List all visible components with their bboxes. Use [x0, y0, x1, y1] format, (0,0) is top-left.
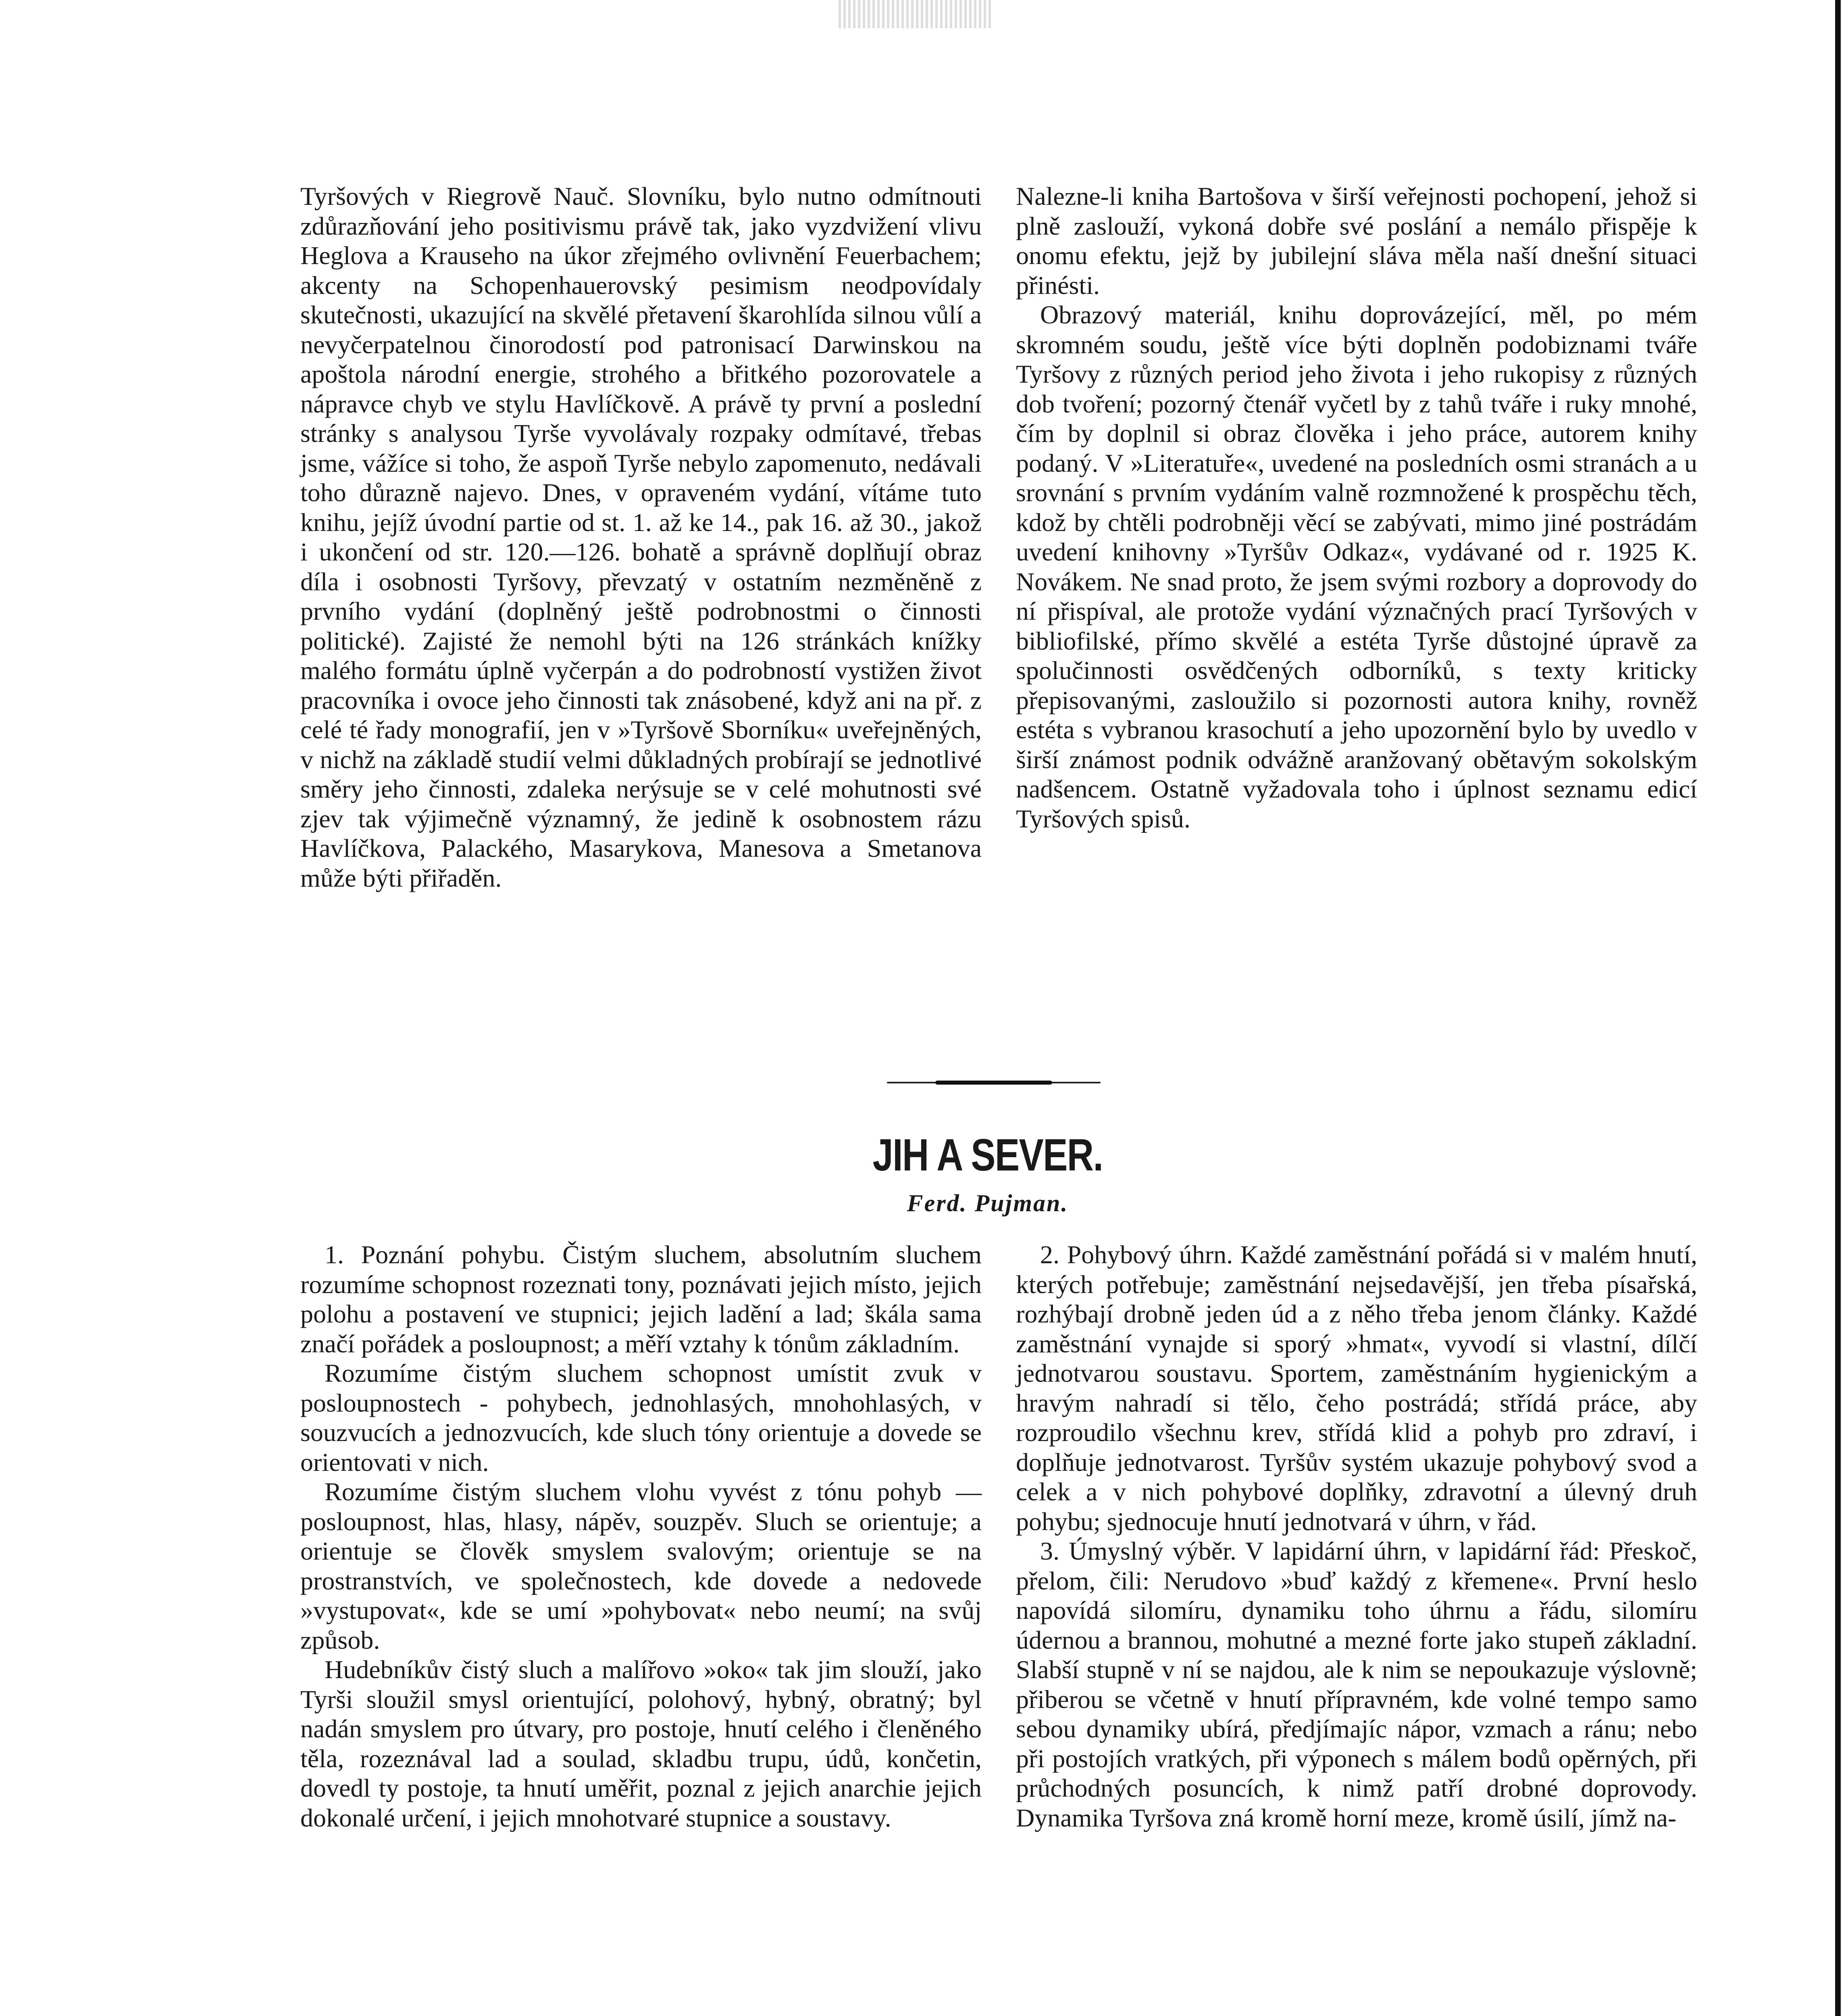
scan-mark: [839, 0, 992, 28]
paragraph: 3. Úmyslný výběr. V lapidární úhrn, v lapidární řád: Přeskoč, přelom, čili: Nerudovo »buď každý z křemene«. První heslo napovídá silomíru, dynamiku toho úhrnu a řádu, silomíru údernou a brannou, mohutné a mezné forte jako stupeň základní. Slabší stupně v ní se najdou, ale k nim se nepoukazuje výslovně; přiberou se včetně v hnutí přípravném, kde volné tempo samo sebou dynamiky ubírá, předjímajíc nápor, vzmach a ránu; nebo při postojích vratkých, při výponech s málem bodů opěrných, při průchodných posuncích, k nimž patří drobné doprovody. Dynamika Tyršova zná kromě horní meze, kromě úsilí, jímž na-: [1016, 1537, 1697, 1832]
section-divider: [887, 1081, 1101, 1085]
paragraph: Nalezne-li kniha Bartošova v širší veřejnosti pochopení, jehož si plně zaslouží, vykoná dobře své poslání a nemálo přispěje k onomu efektu, jejž by jubilejní sláva měla naší dnešní situaci přinésti.: [1016, 182, 1697, 300]
column-bottom-left: [300, 1240, 982, 1833]
article-title: JIH A SEVER.: [872, 1130, 1103, 1180]
paragraph: Rozumíme čistým sluchem vlohu vyvést z tónu pohyb — posloupnost, hlas, hlasy, nápěv, souzpěv. Sluch se orientuje; a orientuje se člověk smyslem svalovým; orientuje se na prostranstvích, ve společnostech, kde dovede a nedovede »vystupovat«, kde se umí »pohybovat« nebo neumí; na svůj způsob.: [300, 1477, 982, 1654]
scan-border-right: [1835, 0, 1841, 2016]
paragraph: Obrazový materiál, knihu doprovázející, měl, po mém skromném soudu, ještě více býti doplněn podobiznami tváře Tyršovy z různých period jeho života i jeho rukopisy z různých dob tvoření; pozorný čtenář vyčetl by z tahů tváře i ruky mnohé, čím by doplnil si obraz člověka i jeho práce, autorem knihy podaný. V »Literatuře«, uvedené na posledních osmi stranách a u srovnání s prvním vydáním valně rozmnožené k prospěchu těch, kdož by chtěli podrobněji věcí se zabývati, mimo jiné postrádám uvedení knihovny »Tyršův Odkaz«, vydávané od r. 1925 K. Novákem. Ne snad proto, že jsem svými rozbory a doprovody do ní přispíval, ale protože vydání význačných prací Tyršových v bibliofilské, přímo skvělé a estéta Tyrše důstojné úpravě za spolučinnosti osvědčených odborníků, s texty kriticky přepisovanými, zasloužilo si pozornosti autora knihy, rovněž estéta s vybranou krasochutí a jeho upozornění bylo by uvedlo v širší známost podnik odvážně aranžovaný obětavým sokolským nadšencem. Ostatně vyžadovala toho i úplnost seznamu edicí Tyršových spisů.: [1016, 300, 1697, 833]
paragraph: 1. Poznání pohybu. Čistým sluchem, absolutním sluchem rozumíme schopnost rozeznati tony, poznávati jejich místo, jejich polohu a postavení ve stupnici; jejich ladění a lad; škála sama značí pořádek a posloupnost; a měří vztahy k tónům základním.: [300, 1240, 982, 1358]
column-top-right: [1016, 181, 1697, 833]
paragraph: Rozumíme čistým sluchem schopnost umístit zvuk v posloupnostech - pohybech, jednohlasých, mnohohlasých, v souzvucích a jednozvucích, kde sluch tóny orientuje a dovede se orientovati v nich.: [300, 1359, 982, 1477]
paragraph: Hudebníkův čistý sluch a malířovo »oko« tak jim slouží, jako Tyrši sloužil smysl orientující, polohový, hybný, obratný; byl nadán smyslem pro útvary, pro postoje, hnutí celého i členěného těla, rozeznával lad a soulad, skladbu trupu, údů, končetin, dovedl ty postoje, ta hnutí uměřit, poznal z jejich anarchie jejich dokonalé určení, i jejich mnohotvaré stupnice a soustavy.: [300, 1655, 982, 1832]
column-bottom-right: [1016, 1240, 1697, 1833]
column-top-left: [300, 181, 982, 893]
paragraph: Tyršových v Riegrově Nauč. Slovníku, bylo nutno odmítnouti zdůrazňování jeho positivismu právě tak, jako vyzdvižení vlivu Heglova a Krauseho na úkor zřejmého ovlivnění Feuerbachem; akcenty na Schopenhauerovský pesimism neodpovídaly skutečnosti, ukazující na skvělé přetavení škarohlída silnou vůlí a nevyčerpatelnou činorodostí pod patronisací Darwinskou na apoštola národní energie, strohého a břitkého pozorovatele a nápravce chyb ve stylu Havlíčkově. A právě ty první a poslední stránky s analysou Tyrše vyvolávaly rozpaky odmítavé, třebas jsme, vážíce si toho, že aspoň Tyrše nebylo zapomenuto, nedávali toho důrazně najevo. Dnes, v opraveném vydání, vítáme tuto knihu, jejíž úvodní partie od st. 1. až ke 14., pak 16. až 30., jakož i ukončení od str. 120.—126. bohatě a správně doplňují obraz díla i osobnosti Tyršovy, převzatý v ostatním nezměněně z prvního vydání (doplněný ještě podrobnostmi o činnosti politické). Zajisté že nemohl býti na 126 stránkách knížky malého formátu úplně vyčerpán a do podrobností vystižen život pracovníka i ovoce jeho činnosti tak znásobené, když ani na př. z celé té řady monografií, jen v »Tyršově Sborníku« uveřejněných, v nichž na základě studií velmi důkladných probírají se jednotlivé směry jeho činnosti, zdaleka nerýsuje se v celé mohutnosti své zjev tak výjimečně významný, že jedině k osobnostem rázu Havlíčkova, Palackého, Masarykova, Manesova a Smetanova může býti přiřaděn.: [300, 182, 982, 892]
article-author: Ferd. Pujman.: [907, 1190, 1069, 1216]
paragraph: 2. Pohybový úhrn. Každé zaměstnání pořádá si v malém hnutí, kterých potřebuje; zaměstnání nejsedavější, jen třeba písařská, rozhýbají drobně jeden úd a z něho třeba jenom články. Každé zaměstnání vynajde si sporý »hmat«, vyvodí si vlastní, dílčí jednotvarou soustavu. Sportem, zaměstnáním hygienickým a hravým nahradí si tělo, čeho postrádá; střídá práce, aby rozproudilo všechnu krev, střídá klid a pohyb pro zdraví, i doplňuje jednotvarost. Tyršův systém ukazuje pohybový svod a celek a v nich pohybové doplňky, zdravotní a úlevný druh pohybu; sjednocuje hnutí jednotvará v úhrn, v řád.: [1016, 1240, 1697, 1536]
